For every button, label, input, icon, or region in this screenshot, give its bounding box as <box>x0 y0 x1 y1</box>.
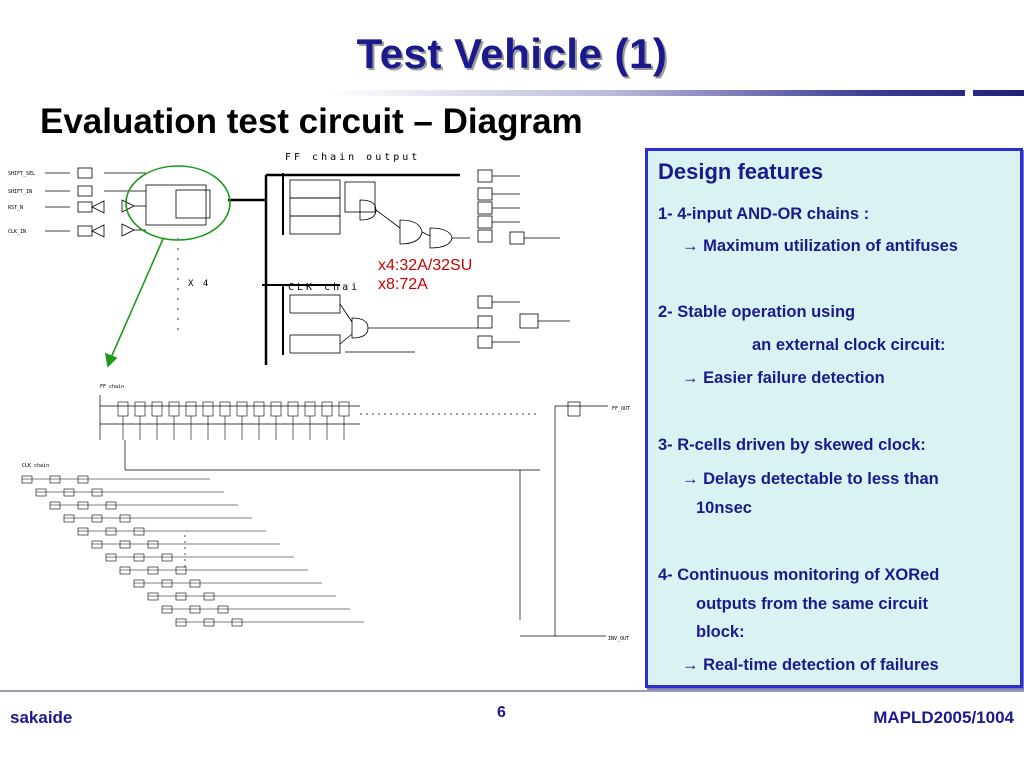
ff-cell <box>288 402 298 416</box>
clk-cell <box>176 593 186 600</box>
clk-cell <box>148 593 158 600</box>
ff-cell <box>271 402 281 416</box>
feature-2: 2- Stable operation using <box>658 303 856 321</box>
ff-cell <box>135 402 145 416</box>
clk-cell <box>92 489 102 496</box>
ff-cell <box>203 402 213 416</box>
ff-cell <box>339 402 349 416</box>
feature-1-detail: → Maximum utilization of antifuses <box>682 237 958 255</box>
clk-cell <box>134 580 144 587</box>
clk-cell <box>92 515 102 522</box>
feature-4-cont2: block: <box>696 623 745 641</box>
clk-cell <box>92 541 102 548</box>
design-features-box <box>645 148 1023 688</box>
clk-cell <box>50 476 60 483</box>
ff-cell <box>186 402 196 416</box>
clk-cell <box>120 541 130 548</box>
clk-cell <box>120 567 130 574</box>
features-heading: Design features <box>658 159 824 184</box>
ff-cell <box>305 402 315 416</box>
clk-cell <box>204 593 214 600</box>
footer-event: MAPLD2005/1004 <box>873 708 1014 727</box>
footer-divider <box>0 690 1024 692</box>
clk-cell <box>162 580 172 587</box>
feature-2-cont: an external clock circuit: <box>752 336 946 354</box>
x4-label: X 4 <box>188 279 211 289</box>
feature-1: 1- 4-input AND-OR chains : <box>658 205 870 223</box>
clk-cell <box>22 476 32 483</box>
clk-cell <box>204 619 214 626</box>
clk-cell <box>78 476 88 483</box>
feature-4-cont: outputs from the same circuit <box>696 595 928 613</box>
pin-label: SHIFT_SEL <box>8 171 36 177</box>
feature-3-detail: → Delays detectable to less than <box>682 470 939 488</box>
circuit-diagram <box>0 140 640 690</box>
inv-out-label: INV_OUT <box>608 636 630 642</box>
page-number: 6 <box>497 704 506 721</box>
ff-cell <box>220 402 230 416</box>
slide-subtitle: Evaluation test circuit – Diagram <box>40 102 583 141</box>
clk-cell <box>50 502 60 509</box>
clk-chain-label: CLK chai <box>288 282 361 293</box>
ff-cell <box>322 402 332 416</box>
ff-cell <box>254 402 264 416</box>
ff-out-label: FF_OUT <box>612 406 631 412</box>
pin-label: CLK_IN <box>8 229 27 235</box>
clk-chain-title: CLK chain <box>22 463 50 469</box>
feature-2-detail: → Easier failure detection <box>682 369 885 387</box>
ff-chain-output-label: FF chain output <box>285 152 421 163</box>
clk-cell <box>190 606 200 613</box>
clk-cell <box>64 489 74 496</box>
title-band-notch <box>965 90 973 96</box>
ff-cell <box>152 402 162 416</box>
clk-cell <box>78 502 88 509</box>
clk-cell <box>148 541 158 548</box>
pin-label: SHIFT_IN <box>8 189 33 195</box>
clk-cell <box>218 606 228 613</box>
highlight-ellipse <box>106 166 230 366</box>
clk-cell <box>232 619 242 626</box>
clk-cell <box>106 528 116 535</box>
feature-3: 3- R-cells driven by skewed clock: <box>658 436 926 454</box>
annotation-x8: x8:72A <box>378 276 428 293</box>
clk-cell <box>176 619 186 626</box>
pin-label: RST_N <box>8 205 24 211</box>
clk-cell <box>134 528 144 535</box>
title-band <box>0 90 1024 96</box>
clk-cell <box>36 489 46 496</box>
ff-cell <box>237 402 247 416</box>
feature-4: 4- Continuous monitoring of XORed <box>658 566 940 584</box>
clk-cell <box>148 567 158 574</box>
feature-3-detail-cont: 10nsec <box>696 499 752 517</box>
feature-4-detail: → Real-time detection of failures <box>682 656 939 674</box>
clk-cell <box>176 567 186 574</box>
ff-cell <box>169 402 179 416</box>
footer-author: sakaide <box>10 708 73 727</box>
clk-cell <box>78 528 88 535</box>
ff-chain-title: FF chain <box>100 384 125 390</box>
clk-cell <box>162 554 172 561</box>
annotation-x4: x4:32A/32SU <box>378 257 473 274</box>
clk-cell <box>162 606 172 613</box>
ff-cell <box>118 402 128 416</box>
clk-cell <box>64 515 74 522</box>
slide-title: Test Vehicle (1) <box>356 30 668 77</box>
clk-cell <box>134 554 144 561</box>
clk-cell <box>106 502 116 509</box>
clk-cell <box>120 515 130 522</box>
clk-cell <box>190 580 200 587</box>
clk-cell <box>106 554 116 561</box>
